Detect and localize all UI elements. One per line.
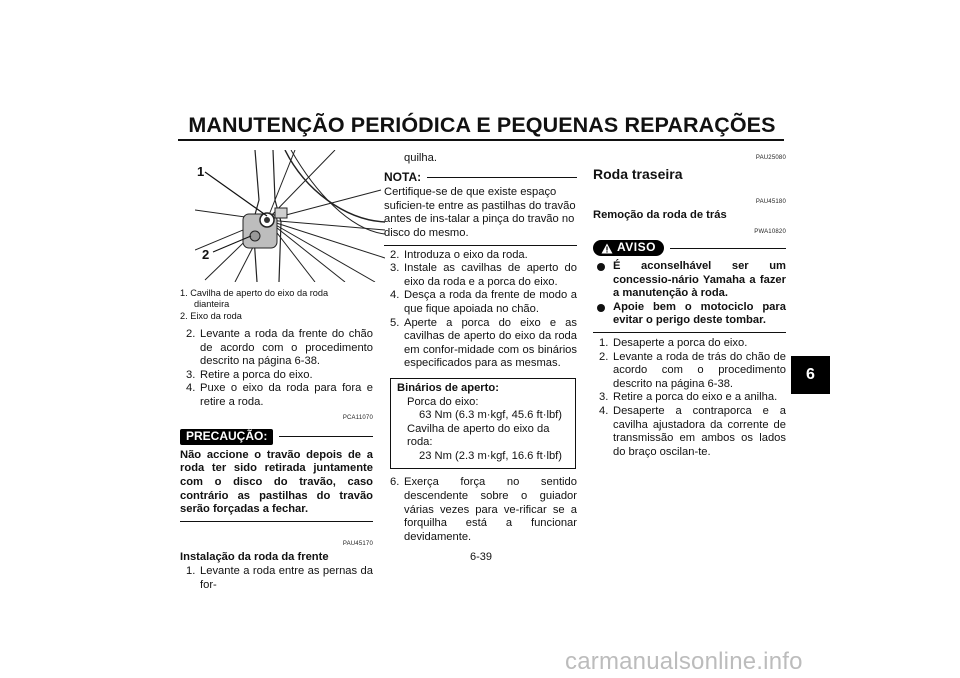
list-item: 4. Desaperte a contraporca e a cavilha ajustadora da corrente de transmissão em ambos os lados do braço oscilan-te. [599, 404, 786, 458]
caution-text: Não accione o travão depois de a roda ter sido retirada juntamente com o disco do travão, caso contrário as pastilhas do travão serão forçadas a fechar. [180, 448, 373, 516]
nota-rule [427, 177, 577, 178]
callout-1: 1 [197, 164, 205, 179]
page-title: MANUTENÇÃO PERIÓDICA E PEQUENAS REPARAÇÕES [188, 113, 776, 137]
caution-end-rule [180, 521, 373, 522]
sub-title: Remoção da roda de trás [593, 209, 727, 222]
chapter-tab: 6 [791, 356, 830, 394]
section-title: Roda traseira [593, 165, 683, 182]
title-rule [178, 139, 784, 141]
warning-badge: AVISO [593, 240, 664, 256]
list-item: 3. Retire a porca do eixo. [186, 368, 313, 381]
column-3 [593, 152, 786, 459]
warning-heading [593, 240, 786, 256]
section-code: PAU45170 [342, 540, 373, 547]
warning-rule [670, 248, 786, 249]
caution-badge: PRECAUÇÃO: [180, 429, 273, 445]
list-item: 5. Aperte a porca do eixo e as cavilhas de aperto do eixo da roda em confor-midade com os binários especificados para as mesmas. [390, 316, 577, 370]
torque-value: 23 Nm (2.3 m·kgf, 16.6 ft·lbf) [419, 449, 562, 462]
sub-code: PAU45180 [755, 198, 786, 205]
list-item: 1. Desaperte a porca do eixo. [599, 336, 748, 349]
torque-line: Porca do eixo: [407, 395, 479, 408]
torque-box [390, 378, 576, 470]
warning-triangle-icon [601, 243, 613, 254]
warning-end-rule [593, 332, 786, 333]
torque-title: Binários de aperto: [397, 381, 499, 394]
nota-end-rule [384, 245, 577, 246]
list-item: 2. Levante a roda da frente do chão de acordo com o procedimento descrito na página 6-38. [186, 328, 373, 368]
watermark: carmanualsonline.info [565, 648, 803, 675]
list-item: 4. Desça a roda da frente de modo a que fique apoiada no chão. [390, 289, 577, 315]
list-item: É aconselhável ser um concessio-nário Yamaha a fazer a manutenção à roda. [593, 260, 786, 301]
section-code: PAU25080 [755, 155, 786, 161]
torque-value: 63 Nm (6.3 m·kgf, 45.6 ft·lbf) [419, 409, 562, 422]
page-number: 6-39 [470, 551, 493, 563]
nota-heading [384, 171, 577, 185]
wheel-hub-illustration [195, 150, 385, 282]
continued-text: quilha. [404, 152, 437, 164]
legend-item-1: 1. Cavilha de aperto do eixo da roda [180, 288, 329, 298]
section-title: Instalação da roda da frente [180, 551, 329, 564]
column-1 [180, 328, 373, 592]
list-item: 2. Introduza o eixo da roda. [390, 248, 528, 261]
list-item: Apoie bem o motociclo para evitar o perigo deste tombar. [593, 301, 786, 328]
warn-code: PWA10820 [754, 228, 786, 235]
list-item: 6. Exerça força no sentido descendente sobre o guiador várias vezes para ve-rificar se a forquilha está a funcionar devidamente. [390, 476, 577, 543]
column-2 [384, 152, 577, 544]
caution-heading [180, 429, 373, 445]
torque-line: Cavilha de aperto do eixo da roda: [407, 422, 550, 449]
list-item: 2. Levante a roda de trás do chão de acordo com o procedimento descrito na página 6-38. [599, 350, 786, 390]
list-item: 1. Levante a roda entre as pernas da for- [186, 564, 373, 591]
callout-2: 2 [202, 247, 210, 262]
wheel-figure [195, 150, 385, 282]
nota-label: NOTA: [384, 169, 422, 184]
list-item: 3. Instale as cavilhas de aperto do eixo da roda e a porca do eixo. [390, 262, 577, 288]
legend-item-2: 2. Eixo da roda [180, 310, 242, 321]
nota-text: Certifique-se de que existe espaço suficien-te entre as pastilhas do travão antes de ins-talar a pinça do travão no disco do mesmo. [384, 186, 576, 239]
figure-legend [180, 288, 370, 322]
caution-rule [279, 436, 373, 437]
caution-code: PCA11070 [342, 414, 373, 421]
list-item: 4. Puxe o eixo da roda para fora e retire a roda. [186, 382, 373, 408]
list-item: 3. Retire a porca do eixo e a anilha. [599, 391, 778, 404]
legend-item-1-cont: dianteira [194, 299, 230, 310]
